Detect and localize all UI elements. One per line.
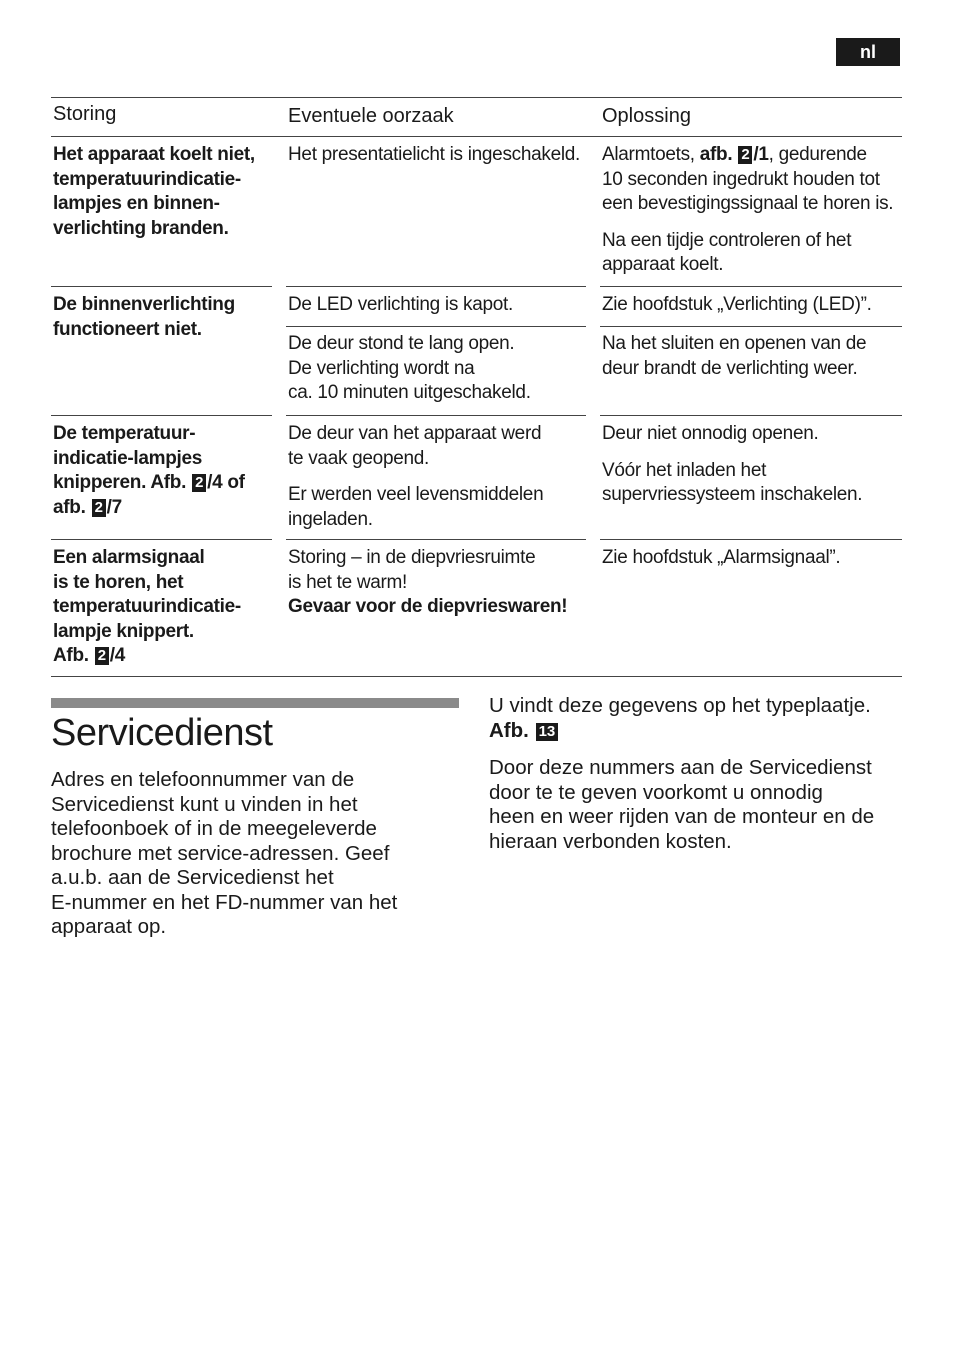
row4-afb-suffix: /4 <box>109 645 126 666</box>
row4-oorzaak-line: Storing – in de diepvriesruimte <box>288 547 536 568</box>
row3-oorzaak-b-line: ingeladen. <box>288 508 373 530</box>
row1-oplossing-line: , gedurende <box>768 144 867 165</box>
row1-storing-line: Het apparaat koelt niet, <box>53 144 255 165</box>
row4-storing <box>53 546 268 669</box>
service-left-text <box>51 768 461 940</box>
row4-storing-line: is te horen, het <box>53 571 184 593</box>
row3-oorzaak-a-line: te vaak geopend. <box>288 447 429 469</box>
row3-storing-suffix: /7 <box>106 496 122 518</box>
row2-rule-col1 <box>51 415 272 416</box>
figure-number-box: 2 <box>192 474 206 492</box>
row4-oorzaak-line: is het te warm! <box>288 571 408 593</box>
service-left-line: a.u.b. aan de Servicedienst het <box>51 866 334 889</box>
row4-afb-label: Afb. <box>53 645 94 666</box>
section-bar <box>51 698 459 708</box>
row3-rule-col3 <box>600 539 902 540</box>
row2-rule-col3 <box>600 415 902 416</box>
row3-storing <box>53 422 268 520</box>
figure-number-box: 2 <box>738 146 752 164</box>
service-right-p2-line: hieraan verbonden kosten. <box>489 829 732 853</box>
section-title: Servicedienst <box>51 712 273 754</box>
row3-storing-line: knipperen. Afb. <box>53 472 192 493</box>
row4-oplossing-text: Zie hoofdstuk „Alarmsignaal”. <box>602 547 841 568</box>
row2-oplossing-a <box>602 293 902 318</box>
row2-oorzaak-a <box>288 293 584 318</box>
service-right-p1: U vindt deze gegevens op het typeplaatje. <box>489 694 871 717</box>
row1-oplossing-b-line: Na een tijdje controleren of het <box>602 229 852 251</box>
row3-storing-line: indicatie-lampjes <box>53 447 203 469</box>
service-right-text <box>489 694 904 854</box>
row1-oplossing-line: 10 seconden ingedrukt houden tot <box>602 168 880 190</box>
row1-oorzaak <box>288 143 584 168</box>
row2-storing-line: functioneert niet. <box>53 318 202 340</box>
figure-number-box: 13 <box>536 723 559 741</box>
row4-oorzaak-warning: Gevaar voor de diepvrieswaren! <box>288 596 568 617</box>
row2-oorzaak-b-line: ca. 10 minuten uitgeschakeld. <box>288 382 531 403</box>
row2-oplossing-b-line: Na het sluiten en openen van de <box>602 333 867 354</box>
row3-oorzaak <box>288 422 584 544</box>
row2-oplossing-a-text: Zie hoofdstuk „Verlichting (LED)”. <box>602 294 872 315</box>
row3-oorzaak-a-line: De deur van het apparaat werd <box>288 423 542 444</box>
row1-rule-col2 <box>286 286 586 287</box>
row1-oplossing <box>602 143 902 290</box>
row3-oplossing <box>602 422 902 520</box>
row1-storing-line: verlichting branden. <box>53 217 229 239</box>
row3-storing-suffix: /4 of <box>207 472 245 493</box>
service-right-p2-line: heen en weer rijden van de monteur en de <box>489 805 875 828</box>
table-top-rule <box>51 97 902 98</box>
row2-sub-rule-col2 <box>286 326 586 327</box>
row2-oorzaak-b <box>288 332 584 406</box>
service-left-line: Servicedienst kunt u vinden in het <box>51 792 358 816</box>
row3-oplossing-b-line: supervriessysteem inschakelen. <box>602 484 863 505</box>
row2-sub-rule-col3 <box>600 326 902 327</box>
row3-oplossing-b-line: Vóór het inladen het <box>602 459 767 481</box>
row2-oorzaak-b-line: De verlichting wordt na <box>288 357 475 379</box>
service-left-line: brochure met service-adressen. Geef <box>51 841 390 865</box>
row2-oplossing-b <box>602 332 902 381</box>
row1-rule-col1 <box>51 286 272 287</box>
table-bottom-rule <box>51 676 902 677</box>
row1-oorzaak-text: Het presentatielicht is ingeschakeld. <box>288 144 581 165</box>
service-left-line: E-nummer en het FD-nummer van het <box>51 890 398 914</box>
figure-number-box: 2 <box>95 647 109 665</box>
row2-oplossing-b-line: deur brandt de verlichting weer. <box>602 357 858 379</box>
row3-storing-line: afb. <box>53 496 91 518</box>
service-left-line: Adres en telefoonnummer van de <box>51 768 355 791</box>
row1-afb-suffix: /1 <box>753 144 769 165</box>
row1-afb-label: afb. <box>699 144 733 165</box>
row1-storing <box>53 143 268 241</box>
row4-storing-line: Een alarmsignaal <box>53 547 205 568</box>
service-right-p2-line: Door deze nummers aan de Servicedienst <box>489 756 872 779</box>
row2-storing <box>53 293 268 342</box>
service-right-p2-line: door te te geven voorkomt u onnodig <box>489 780 823 804</box>
header-oplossing: Oplossing <box>602 105 691 127</box>
language-badge: nl <box>836 38 900 66</box>
row1-storing-line: temperatuurindicatie- <box>53 168 241 190</box>
row2-oorzaak-a-text: De LED verlichting is kapot. <box>288 294 513 315</box>
row3-storing-line: De temperatuur- <box>53 423 196 444</box>
service-afb-label: Afb. <box>489 718 529 742</box>
row4-storing-line: lampje knippert. <box>53 620 194 642</box>
row1-storing-line: lampjes en binnen- <box>53 193 220 214</box>
row1-oplossing-line: een bevestigingssignaal te horen is. <box>602 193 894 214</box>
row2-rule-col2 <box>286 415 586 416</box>
row2-oorzaak-b-line: De deur stond te lang open. <box>288 333 515 354</box>
row3-oplossing-a-text: Deur niet onnodig openen. <box>602 423 819 444</box>
row2-storing-line: De binnenverlichting <box>53 294 235 315</box>
service-left-line: apparaat op. <box>51 915 167 938</box>
row1-oplossing-pre: Alarmtoets, <box>602 144 700 165</box>
row4-oplossing <box>602 546 902 571</box>
row1-oplossing-b-line: apparaat koelt. <box>602 254 724 275</box>
table-header-rule <box>51 136 902 137</box>
header-storing: Storing <box>53 103 117 125</box>
row4-oorzaak <box>288 546 584 620</box>
header-oorzaak: Eventuele oorzaak <box>288 105 454 127</box>
row4-storing-line: temperatuurindicatie- <box>53 596 241 617</box>
row3-oorzaak-b-line: Er werden veel levensmiddelen <box>288 484 544 505</box>
figure-number-box: 2 <box>92 499 106 517</box>
service-left-line: telefoonboek of in de meegeleverde <box>51 817 377 840</box>
row3-rule-col1 <box>51 539 272 540</box>
